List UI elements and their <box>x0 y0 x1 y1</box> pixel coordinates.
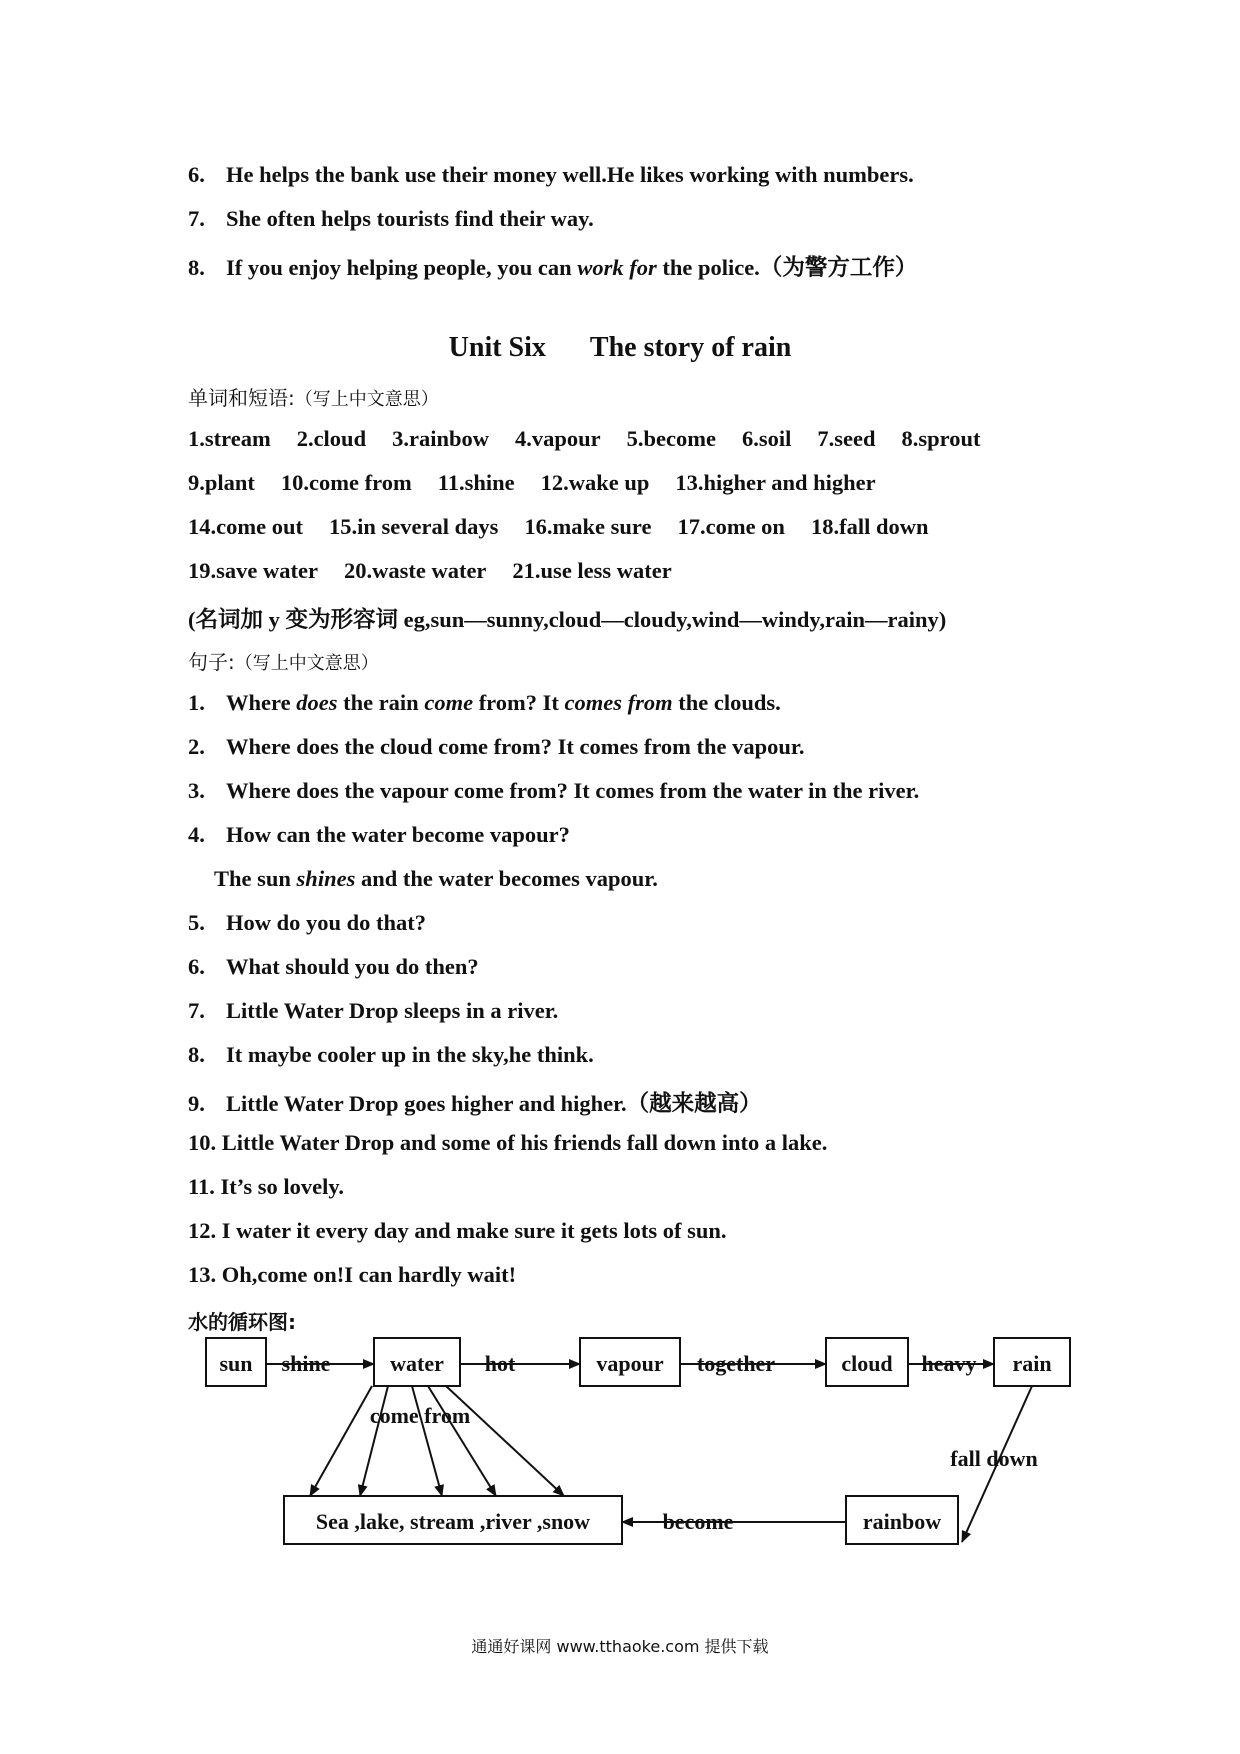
node-sun <box>206 1338 266 1386</box>
sentence-6b <box>188 954 479 980</box>
sentence-number: 1. <box>188 690 205 715</box>
sentence-text: Little Water Drop sleeps in a river. <box>226 998 559 1023</box>
sentence-text: the police. <box>656 255 760 280</box>
sentence-text: It maybe cooler up in the sky,he think. <box>226 1042 594 1067</box>
sentence-text: If you enjoy helping people, you can <box>226 255 578 280</box>
sentence-number: 8. <box>188 255 205 280</box>
unit-name: The story of rain <box>589 332 792 363</box>
vocab-row-2 <box>188 470 902 496</box>
sentence-number: 10. <box>188 1130 217 1155</box>
vocab-item: 7.seed <box>817 426 876 451</box>
sentence-text: the rain <box>337 690 425 715</box>
label-rainbow: rainbow <box>862 1509 942 1534</box>
vocab-item: 18.fall down <box>810 514 929 539</box>
sentence-heading <box>188 646 379 675</box>
edge-come-from-4 <box>428 1386 496 1496</box>
vocab-item: 21.use less water <box>512 558 672 583</box>
label-rain: rain <box>1012 1351 1052 1376</box>
edge-come-from-2 <box>360 1386 388 1496</box>
sentence-text: the clouds. <box>672 690 781 715</box>
vocab-row-4 <box>188 558 698 584</box>
sentence-13 <box>188 1262 516 1288</box>
sentence-text: I water it every day and make sure it gets lots of sun. <box>221 1218 727 1243</box>
sentence-emphasis: come <box>424 690 474 715</box>
vocab-heading-note: （写上中文意思） <box>294 389 439 410</box>
sentence-number: 8. <box>188 1042 205 1067</box>
sentence-9 <box>188 1086 762 1118</box>
sentence-text: She often helps tourists find their way. <box>226 206 594 231</box>
node-cloud <box>826 1338 908 1386</box>
vocab-row-3 <box>188 514 954 540</box>
edge-label-hot: hot <box>484 1351 516 1376</box>
sentence-text: He helps the bank use their money well.He likes working with numbers. <box>226 162 914 187</box>
sentence-4 <box>188 822 570 848</box>
label-water: water <box>390 1351 444 1376</box>
chinese-gloss: （为警方工作） <box>759 255 918 280</box>
sentence-text: How do you do that? <box>226 910 427 935</box>
node-water-bodies <box>284 1496 622 1544</box>
edge-come-from-5 <box>446 1386 564 1496</box>
node-rainbow <box>846 1496 958 1544</box>
sentence-2 <box>188 734 804 760</box>
vocab-item: 3.rainbow <box>392 426 489 451</box>
sentence-1 <box>188 690 781 716</box>
edge-label-heavy: heavy <box>921 1351 977 1376</box>
vocab-item: 20.waste water <box>343 558 487 583</box>
chinese-gloss: （越来越高） <box>626 1091 762 1116</box>
vocab-item: 17.come on <box>677 514 785 539</box>
node-water <box>374 1338 460 1386</box>
node-rain <box>994 1338 1070 1386</box>
sentence-text: Where does the vapour come from? It comes from the water in the river. <box>226 778 920 803</box>
vocab-item: 2.cloud <box>296 426 367 451</box>
adjective-note: (名词加 y 变为形容词 eg,sun—sunny,cloud—cloudy,wind—windy,rain—rainy) <box>188 607 947 632</box>
unit-title <box>0 332 1240 364</box>
sentence-10 <box>188 1130 827 1156</box>
vocab-item: 10.come from <box>280 470 412 495</box>
vocab-item: 15.in several days <box>328 514 499 539</box>
sentence-text: Where <box>226 690 297 715</box>
vocab-item: 5.become <box>626 426 716 451</box>
sentence-7 <box>188 206 594 232</box>
unit-label: Unit Six <box>448 332 546 363</box>
sentence-text: It’s so lovely. <box>220 1174 345 1199</box>
sentence-heading-label: 句子: <box>188 650 235 674</box>
label-vapour: vapour <box>596 1351 664 1376</box>
sentence-text: The sun <box>214 866 297 891</box>
sentence-number: 7. <box>188 206 205 231</box>
vocab-item: 16.make sure <box>524 514 652 539</box>
edge-come-from-3 <box>412 1386 442 1496</box>
vocab-heading <box>188 382 439 411</box>
vocab-item: 6.soil <box>741 426 792 451</box>
sentence-8b <box>188 1042 594 1068</box>
vocab-item: 12.wake up <box>540 470 650 495</box>
sentence-number: 3. <box>188 778 205 803</box>
vocab-item: 13.higher and higher <box>675 470 876 495</box>
sentence-11 <box>188 1174 344 1200</box>
edge-label-shine: shine <box>281 1351 331 1376</box>
sentence-number: 12. <box>188 1218 217 1243</box>
sentence-text: and the water becomes vapour. <box>355 866 658 891</box>
vocab-item: 11.shine <box>437 470 515 495</box>
edge-fall-down <box>962 1386 1032 1542</box>
sentence-number: 13. <box>188 1262 217 1287</box>
sentence-number: 7. <box>188 998 205 1023</box>
sentence-8 <box>188 250 917 282</box>
edge-come-from-1 <box>310 1386 372 1496</box>
sentence-number: 4. <box>188 822 205 847</box>
sentence-text: Little Water Drop goes higher and higher. <box>226 1091 627 1116</box>
vocab-item: 8.sprout <box>901 426 981 451</box>
sentence-emphasis: does <box>296 690 338 715</box>
vocab-item: 9.plant <box>188 470 255 495</box>
sentence-heading-note: （写上中文意思） <box>234 653 379 674</box>
node-vapour <box>580 1338 680 1386</box>
sentence-text: from? It <box>473 690 565 715</box>
label-water-bodies: Sea ,lake, stream ,river ,snow <box>315 1509 591 1534</box>
sentence-text: How can the water become vapour? <box>226 822 570 847</box>
sentence-number: 9. <box>188 1091 205 1116</box>
vocab-heading-label: 单词和短语: <box>188 386 295 410</box>
sentence-7b <box>188 998 558 1024</box>
edge-label-fall-down: fall down <box>950 1446 1038 1471</box>
sentence-text: Oh,come on!I can hardly wait! <box>221 1262 517 1287</box>
vocab-item: 1.stream <box>188 426 271 451</box>
cycle-heading <box>188 1306 296 1335</box>
sentence-number: 2. <box>188 734 205 759</box>
sentence-text: Little Water Drop and some of his friends fall down into a lake. <box>221 1130 828 1155</box>
sentence-emphasis: work for <box>577 255 657 280</box>
sentence-12 <box>188 1218 727 1244</box>
sentence-number: 6. <box>188 954 205 979</box>
vocab-row-1 <box>188 426 1006 452</box>
vocab-item: 19.save water <box>188 558 318 583</box>
edge-label-together: together <box>696 1351 776 1376</box>
label-cloud: cloud <box>841 1351 893 1376</box>
sentence-emphasis: comes from <box>564 690 673 715</box>
sentence-number: 11. <box>188 1174 215 1199</box>
vocab-item: 4.vapour <box>514 426 601 451</box>
edge-label-become: become <box>662 1509 734 1534</box>
sentence-4-answer <box>214 866 658 892</box>
sentence-text: What should you do then? <box>226 954 479 979</box>
sentence-3 <box>188 778 919 804</box>
page-footer: 通通好课网 www.tthaoke.com 提供下载 <box>471 1637 769 1656</box>
sentence-5 <box>188 910 426 936</box>
label-sun: sun <box>219 1351 253 1376</box>
sentence-6 <box>188 162 914 188</box>
sentence-emphasis: shines <box>296 866 356 891</box>
edge-label-come-from: come from <box>369 1403 471 1428</box>
cycle-heading-label: 水的循环图: <box>188 1310 296 1334</box>
vocab-item: 14.come out <box>188 514 303 539</box>
sentence-number: 6. <box>188 162 205 187</box>
sentence-number: 5. <box>188 910 205 935</box>
sentence-text: Where does the cloud come from? It comes from the vapour. <box>226 734 805 759</box>
